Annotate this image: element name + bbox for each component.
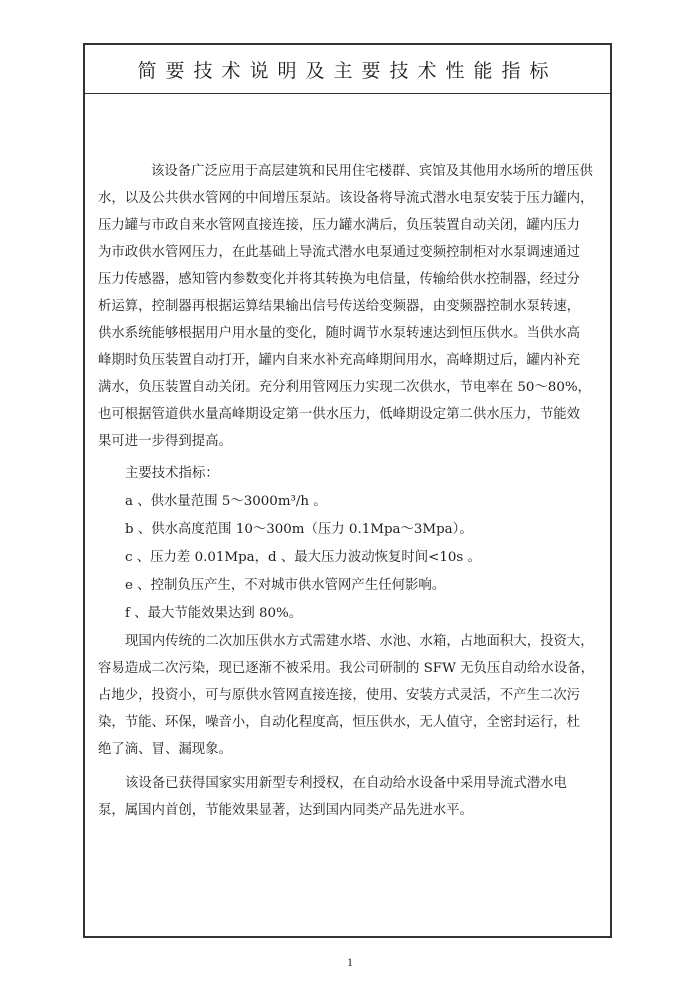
- body-line: 绝了滴、冒、漏现象。: [98, 742, 232, 757]
- body-line: 染，节能、环保，噪音小，自动化程度高，恒压供水，无人值守，全密封运行，杜: [98, 715, 581, 730]
- spec-item-e: e 、控制负压产生，不对城市供水管网产生任何影响。: [125, 578, 446, 593]
- body-line: 泵，属国内首创，节能效果显著，达到国内同类产品先进水平。: [98, 803, 473, 818]
- body-line: 为市政供水管网压力，在此基础上导流式潜水电泵通过变频控制柜对水泵调速通过: [98, 245, 581, 260]
- body-line: 析运算，控制器再根据运算结果输出信号传送给变频器，由变频器控制水泵转速，: [98, 299, 581, 314]
- spec-heading: 主要技术指标：: [125, 466, 219, 481]
- body-line: 该设备广泛应用于高层建筑和民用住宅楼群、宾馆及其他用水场所的增压供: [151, 164, 593, 179]
- document-title: 简要技术说明及主要技术性能指标: [137, 59, 558, 82]
- body-line: 压力罐与市政自来水管网直接连接，压力罐水满后，负压装置自动关闭，罐内压力: [98, 218, 581, 233]
- spec-item-f: f 、最大节能效果达到 80%。: [125, 606, 303, 621]
- spec-item-cd: c 、压力差 0.01Mpa，d 、最大压力波动恢复时间<10s 。: [125, 550, 481, 565]
- body-line: 峰期时负压装置自动打开，罐内自来水补充高峰期间用水，高峰期过后，罐内补充: [98, 353, 581, 368]
- page-number: 1: [347, 955, 353, 969]
- document-frame: [83, 43, 612, 938]
- body-line: 也可根据管道供水量高峰期设定第一供水压力，低峰期设定第二供水压力，节能效: [98, 407, 581, 422]
- body-line: 现国内传统的二次加压供水方式需建水塔、水池、水箱，占地面积大，投资大，: [125, 634, 594, 649]
- body-line: 水，以及公共供水管网的中间增压泵站。该设备将导流式潜水电泵安装于压力罐内，: [98, 191, 594, 206]
- spec-item-b: b 、供水高度范围 10～300m（压力 0.1Mpa～3Mpa）。: [125, 522, 473, 537]
- body-line: 占地少，投资小，可与原供水管网直接连接，使用、安装方式灵活，不产生二次污: [98, 688, 581, 703]
- body-line: 压力传感器，感知管内参数变化并将其转换为电信量，传输给供水控制器，经过分: [98, 272, 581, 287]
- body-line: 满水，负压装置自动关闭。充分利用管网压力实现二次供水，节电率在 50～80%，: [98, 380, 591, 395]
- body-line: 容易造成二次污染，现已逐渐不被采用。我公司研制的 SFW 无负压自动给水设备，: [98, 661, 595, 676]
- body-line: 果可进一步得到提高。: [98, 434, 232, 449]
- title-row: [85, 45, 610, 94]
- body-line: 供水系统能够根据用户用水量的变化，随时调节水泵转速达到恒压供水。当供水高: [98, 326, 581, 341]
- spec-item-a: a 、供水量范围 5～3000m³/h 。: [125, 494, 327, 509]
- body-line: 该设备已获得国家实用新型专利授权，在自动给水设备中采用导流式潜水电: [125, 776, 567, 791]
